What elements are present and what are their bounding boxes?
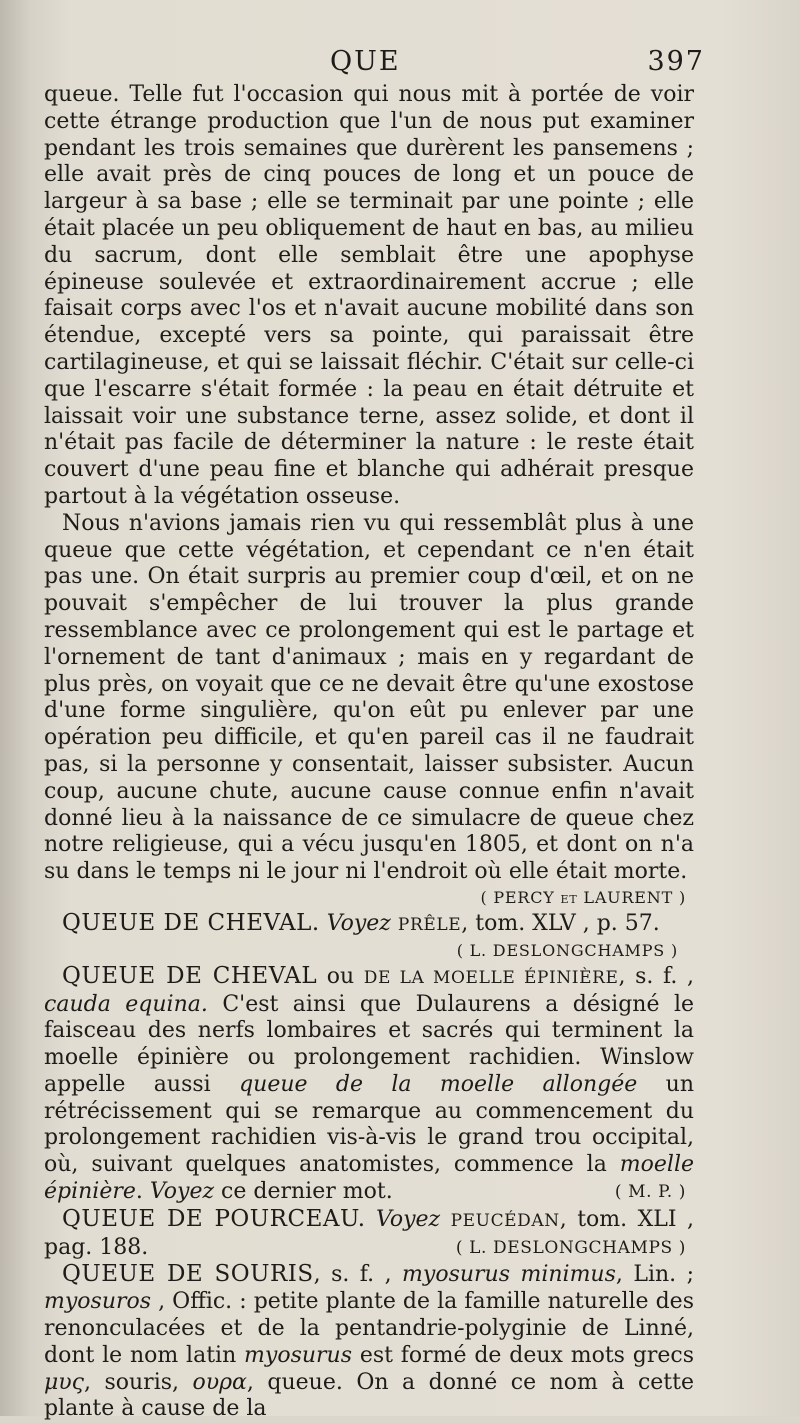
page-body xyxy=(44,82,694,1423)
entry-text: , souris, xyxy=(84,1369,193,1395)
paragraph-continuation: queue. Telle fut l'occasion qui nous mit à portée de voir cette étrange production que l'un de nous put examiner pendant les trois semaines que durèrent les pansemens ; elle avait près de cinq pouces de long et un pouce de largeur à sa base ; elle se terminait par une pointe ; elle était placée un peu obliquement de haut en bas, au milieu du sacrum, dont elle semblait être une apophyse épineuse soulevée et extraordinairement accrue ; elle faisait corps avec l'os et n'avait aucune mobilité dans son étendue, excepté vers sa pointe, qui paraissait être cartilagineuse, et qui se laissait fléchir. C'était sur celle-ci que l'escarre s'était formée : la peau en était détruite et laissait voir une substance terne, assez solide, et dont il n'était pas facile de déterminer la nature : le reste était couvert d'une peau fine et blanche qui adhérait presque partout à la végétation osseuse. xyxy=(44,82,694,509)
entry-text: un rétrécissement qui se remarque au commencement du prolongement rachidien vis-à-vis le grand trou occipital, où, suivant quelques anatomistes, commence la xyxy=(44,1071,694,1178)
author-signature: ( L. DESLONGCHAMPS ) xyxy=(455,1237,686,1258)
entry-text: . xyxy=(135,1179,150,1205)
entry-text: , Offic. : petite plante de la famille naturelle des renonculacées et de la pentandrie-polyginie de Linné, dont le nom latin xyxy=(44,1289,694,1368)
greek-word: μυς xyxy=(44,1369,84,1395)
entry-queue-de-cheval xyxy=(44,910,694,939)
entry-headword: QUEUE DE POURCEAU. xyxy=(62,1205,366,1232)
entry-text: ce dernier mot. xyxy=(214,1179,393,1205)
entry-subheading: DE LA MOELLE ÉPINIÈRE xyxy=(363,967,619,988)
latin-name: myosuros xyxy=(44,1289,152,1315)
entry-queue-de-souris xyxy=(44,1261,694,1423)
entry-headword: QUEUE DE CHEVAL. xyxy=(62,909,320,936)
entry-headword: QUEUE DE SOURIS xyxy=(62,1261,314,1288)
running-head: QUE xyxy=(330,46,401,77)
grammar-label: , s. f. , xyxy=(313,1262,403,1288)
latin-name: myosurus minimus xyxy=(402,1262,616,1288)
paragraph-queue-description: Nous n'avions jamais rien vu qui ressemblât plus à une queue que cette végétation, et cependant ce n'en était pas une. On était surpris au premier coup d'œil, et on ne pouvait s'empêcher de lui trouver la plus grande ressemblance avec ce prolongement qui est le partage et l'ornement de tant d'animaux ; mais en y regardant de plus près, on voyait que ce ne devait être qu'une exostose d'une forme singulière, qu'on eût pu enlever par une opération peu difficile, et qu'en pareil cas il ne faudrait pas, si la personne y consentait, laisser subsister. Aucun coup, aucune chute, aucune cause connue enfin n'avait donné lieu à la naissance de ce simulacre de queue chez notre religieuse, qui a vécu jusqu'en 1805, et dont on n'a su dans le temps ni le jour ni l'endroit où elle était morte. xyxy=(44,510,694,885)
entry-queue-de-pourceau xyxy=(44,1206,694,1262)
page-header xyxy=(60,46,705,86)
entry-reference-text: , tom. XLV , p. 57. xyxy=(461,910,660,936)
cross-reference: PRÊLE xyxy=(397,914,462,935)
voyez-label: Voyez xyxy=(326,910,391,936)
entry-connector: ou xyxy=(317,963,364,989)
latin-name: cauda equina. xyxy=(44,991,208,1017)
author-signature: ( M. P. ) xyxy=(614,1182,686,1203)
voyez-label: Voyez xyxy=(149,1179,215,1205)
cross-reference: PEUCÉDAN xyxy=(450,1210,560,1231)
latin-name: myosurus xyxy=(244,1342,353,1368)
entry-text: , Lin. ; xyxy=(615,1262,694,1288)
voyez-label: Voyez xyxy=(376,1206,441,1232)
term: queue de la moelle allongée xyxy=(239,1071,638,1097)
entry-headword: QUEUE DE CHEVAL xyxy=(62,962,318,989)
greek-word: ουρα xyxy=(192,1369,247,1395)
grammar-label: , s. f. , xyxy=(618,963,694,989)
entry-text: , queue. On a donné ce nom à cette plante à cause de la xyxy=(44,1369,694,1422)
entry-text: C'est ainsi que Dulaurens a désigné le faisceau des nerfs lombaires et sacrés qui terminent la moelle épinière ou prolongement rachidien. Winslow appelle aussi xyxy=(44,991,694,1097)
author-signature: ( L. DESLONGCHAMPS ) xyxy=(456,940,678,960)
entry-reference-text: , tom. XLI , pag. 188. xyxy=(44,1206,694,1260)
entry-text: est formé de deux mots grecs xyxy=(352,1342,694,1368)
entry-queue-de-cheval-moelle xyxy=(44,963,694,1206)
author-signature: ( PERCY et LAURENT ) xyxy=(480,887,686,907)
page-number: 397 xyxy=(647,46,705,77)
term: moelle épinière xyxy=(44,1152,694,1205)
